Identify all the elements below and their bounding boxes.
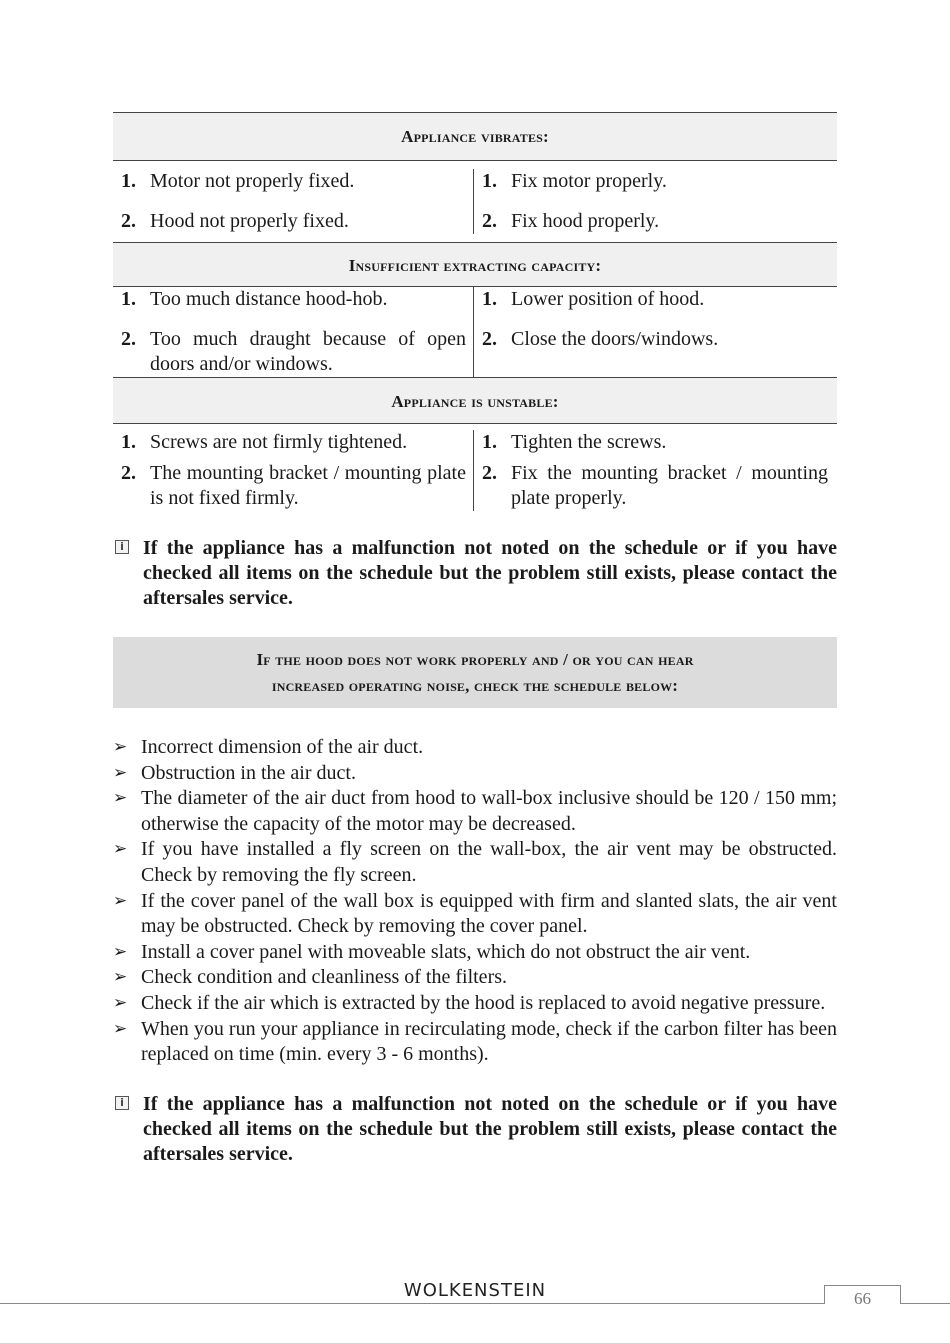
- list-item: [113, 837, 837, 888]
- cause-text: Motor not properly fixed.: [150, 170, 355, 192]
- list-item-text: If the cover panel of the wall box is equipped with firm and slanted slats, the air vent may be obstructed. Check by removing the cover panel.: [141, 889, 837, 938]
- remedy-text: Fix hood properly.: [511, 210, 660, 232]
- item-number: 1.: [121, 288, 136, 310]
- remedy-text: Fix the mounting bracket / mounting plate properly.: [511, 462, 828, 509]
- banner-line: If the hood does not work properly and / or you can hear: [256, 650, 694, 669]
- cause-text: Hood not properly fixed.: [150, 210, 349, 232]
- remedy-text: Close the doors/windows.: [511, 328, 719, 350]
- causes-column: [113, 430, 474, 511]
- remedy-item: [482, 169, 828, 194]
- item-number: 2.: [121, 328, 136, 350]
- info-icon: i: [115, 540, 129, 554]
- page-content: [113, 112, 837, 1167]
- list-item-text: Check condition and cleanliness of the filters.: [141, 966, 508, 989]
- list-item-text: Check if the air which is extracted by the hood is replaced to avoid negative pressure.: [141, 991, 826, 1014]
- remedy-item: [482, 430, 828, 455]
- list-item: [113, 940, 837, 966]
- remedies-column: [474, 430, 835, 511]
- item-number: 1.: [482, 288, 497, 310]
- arrow-bullet-icon: ➢: [113, 967, 128, 988]
- list-item-text: Obstruction in the air duct.: [141, 761, 356, 784]
- list-item: [113, 991, 837, 1017]
- causes-column: [113, 169, 474, 234]
- list-item-text: The diameter of the air duct from hood to wall-box inclusive should be 120 / 150 mm; otherwise the capacity of the motor may be decreased.: [141, 787, 837, 835]
- cause-item: [121, 169, 466, 194]
- table-section-body: [113, 424, 837, 511]
- troubleshooting-table: [113, 112, 837, 511]
- cause-text: Too much draught because of open doors and/or windows.: [150, 328, 466, 375]
- cause-item: [121, 209, 466, 234]
- service-note-text: If the appliance has a malfunction not noted on the schedule or if you have checked all items on the schedule but the problem still exists, please contact the aftersales service.: [143, 537, 837, 609]
- causes-column: [113, 287, 474, 377]
- item-number: 2.: [482, 328, 497, 350]
- list-item-text: When you run your appliance in recirculating mode, check if the carbon filter has been replaced on time (min. every 3 - 6 months).: [141, 1017, 837, 1066]
- service-note: [113, 536, 837, 611]
- list-item: [113, 735, 837, 761]
- arrow-bullet-icon: ➢: [113, 737, 128, 757]
- service-note-text: If the appliance has a malfunction not noted on the schedule or if you have checked all items on the schedule but the problem still exists, please contact the aftersales service.: [143, 1092, 837, 1165]
- checklist: [113, 735, 837, 1068]
- service-note: [113, 1092, 837, 1167]
- list-item: [113, 761, 837, 787]
- remedy-item: [482, 287, 828, 312]
- table-section-heading: Appliance is unstable:: [113, 377, 837, 424]
- banner-line: increased operating noise, check the schedule below:: [271, 676, 679, 695]
- list-item-text: Install a cover panel with moveable slats, which do not obstruct the air vent.: [141, 940, 751, 963]
- arrow-bullet-icon: ➢: [113, 839, 128, 860]
- cause-text: Screws are not firmly tightened.: [150, 431, 408, 453]
- item-number: 1.: [482, 170, 497, 192]
- list-item-text: If you have installed a fly screen on the wall-box, the air vent may be obstructed. Check by removing the fly screen.: [141, 838, 837, 886]
- footer-rule: [0, 1303, 950, 1304]
- cause-item: [121, 287, 466, 312]
- item-number: 2.: [482, 210, 497, 232]
- cause-item: [121, 430, 466, 455]
- arrow-bullet-icon: ➢: [113, 941, 128, 962]
- item-number: 2.: [121, 462, 136, 484]
- table-section-body: [113, 161, 837, 242]
- arrow-bullet-icon: ➢: [113, 890, 128, 911]
- cause-text: Too much distance hood-hob.: [150, 288, 388, 310]
- arrow-bullet-icon: ➢: [113, 992, 128, 1013]
- cause-text: The mounting bracket / mounting plate is not fixed firmly.: [150, 462, 466, 509]
- remedy-text: Lower position of hood.: [511, 288, 705, 310]
- cause-item: [121, 327, 466, 377]
- remedies-column: [474, 287, 835, 377]
- table-section-body: [113, 287, 837, 377]
- cause-item: [121, 461, 466, 511]
- remedy-text: Fix motor properly.: [511, 170, 667, 192]
- arrow-bullet-icon: ➢: [113, 1018, 128, 1039]
- list-item: [113, 965, 837, 991]
- list-item: [113, 889, 837, 940]
- list-item: [113, 786, 837, 837]
- brand-logo: WOLKENSTEIN: [403, 1280, 547, 1301]
- remedy-item: [482, 327, 828, 352]
- schedule-banner: [113, 637, 837, 708]
- item-number: 2.: [482, 462, 497, 484]
- list-item: [113, 1017, 837, 1068]
- item-number: 1.: [121, 431, 136, 453]
- arrow-bullet-icon: ➢: [113, 762, 128, 783]
- table-section-heading: Insufficient extracting capacity:: [113, 242, 837, 287]
- table-section-heading: Appliance vibrates:: [113, 113, 837, 161]
- remedies-column: [474, 169, 835, 234]
- list-item-text: Incorrect dimension of the air duct.: [141, 736, 424, 758]
- remedy-item: [482, 209, 828, 234]
- info-icon: i: [115, 1096, 129, 1110]
- remedy-text: Tighten the screws.: [511, 431, 667, 453]
- item-number: 1.: [121, 170, 136, 192]
- remedy-item: [482, 461, 828, 511]
- item-number: 2.: [121, 210, 136, 232]
- arrow-bullet-icon: ➢: [113, 788, 128, 809]
- item-number: 1.: [482, 431, 497, 453]
- page-number: 66: [824, 1285, 901, 1304]
